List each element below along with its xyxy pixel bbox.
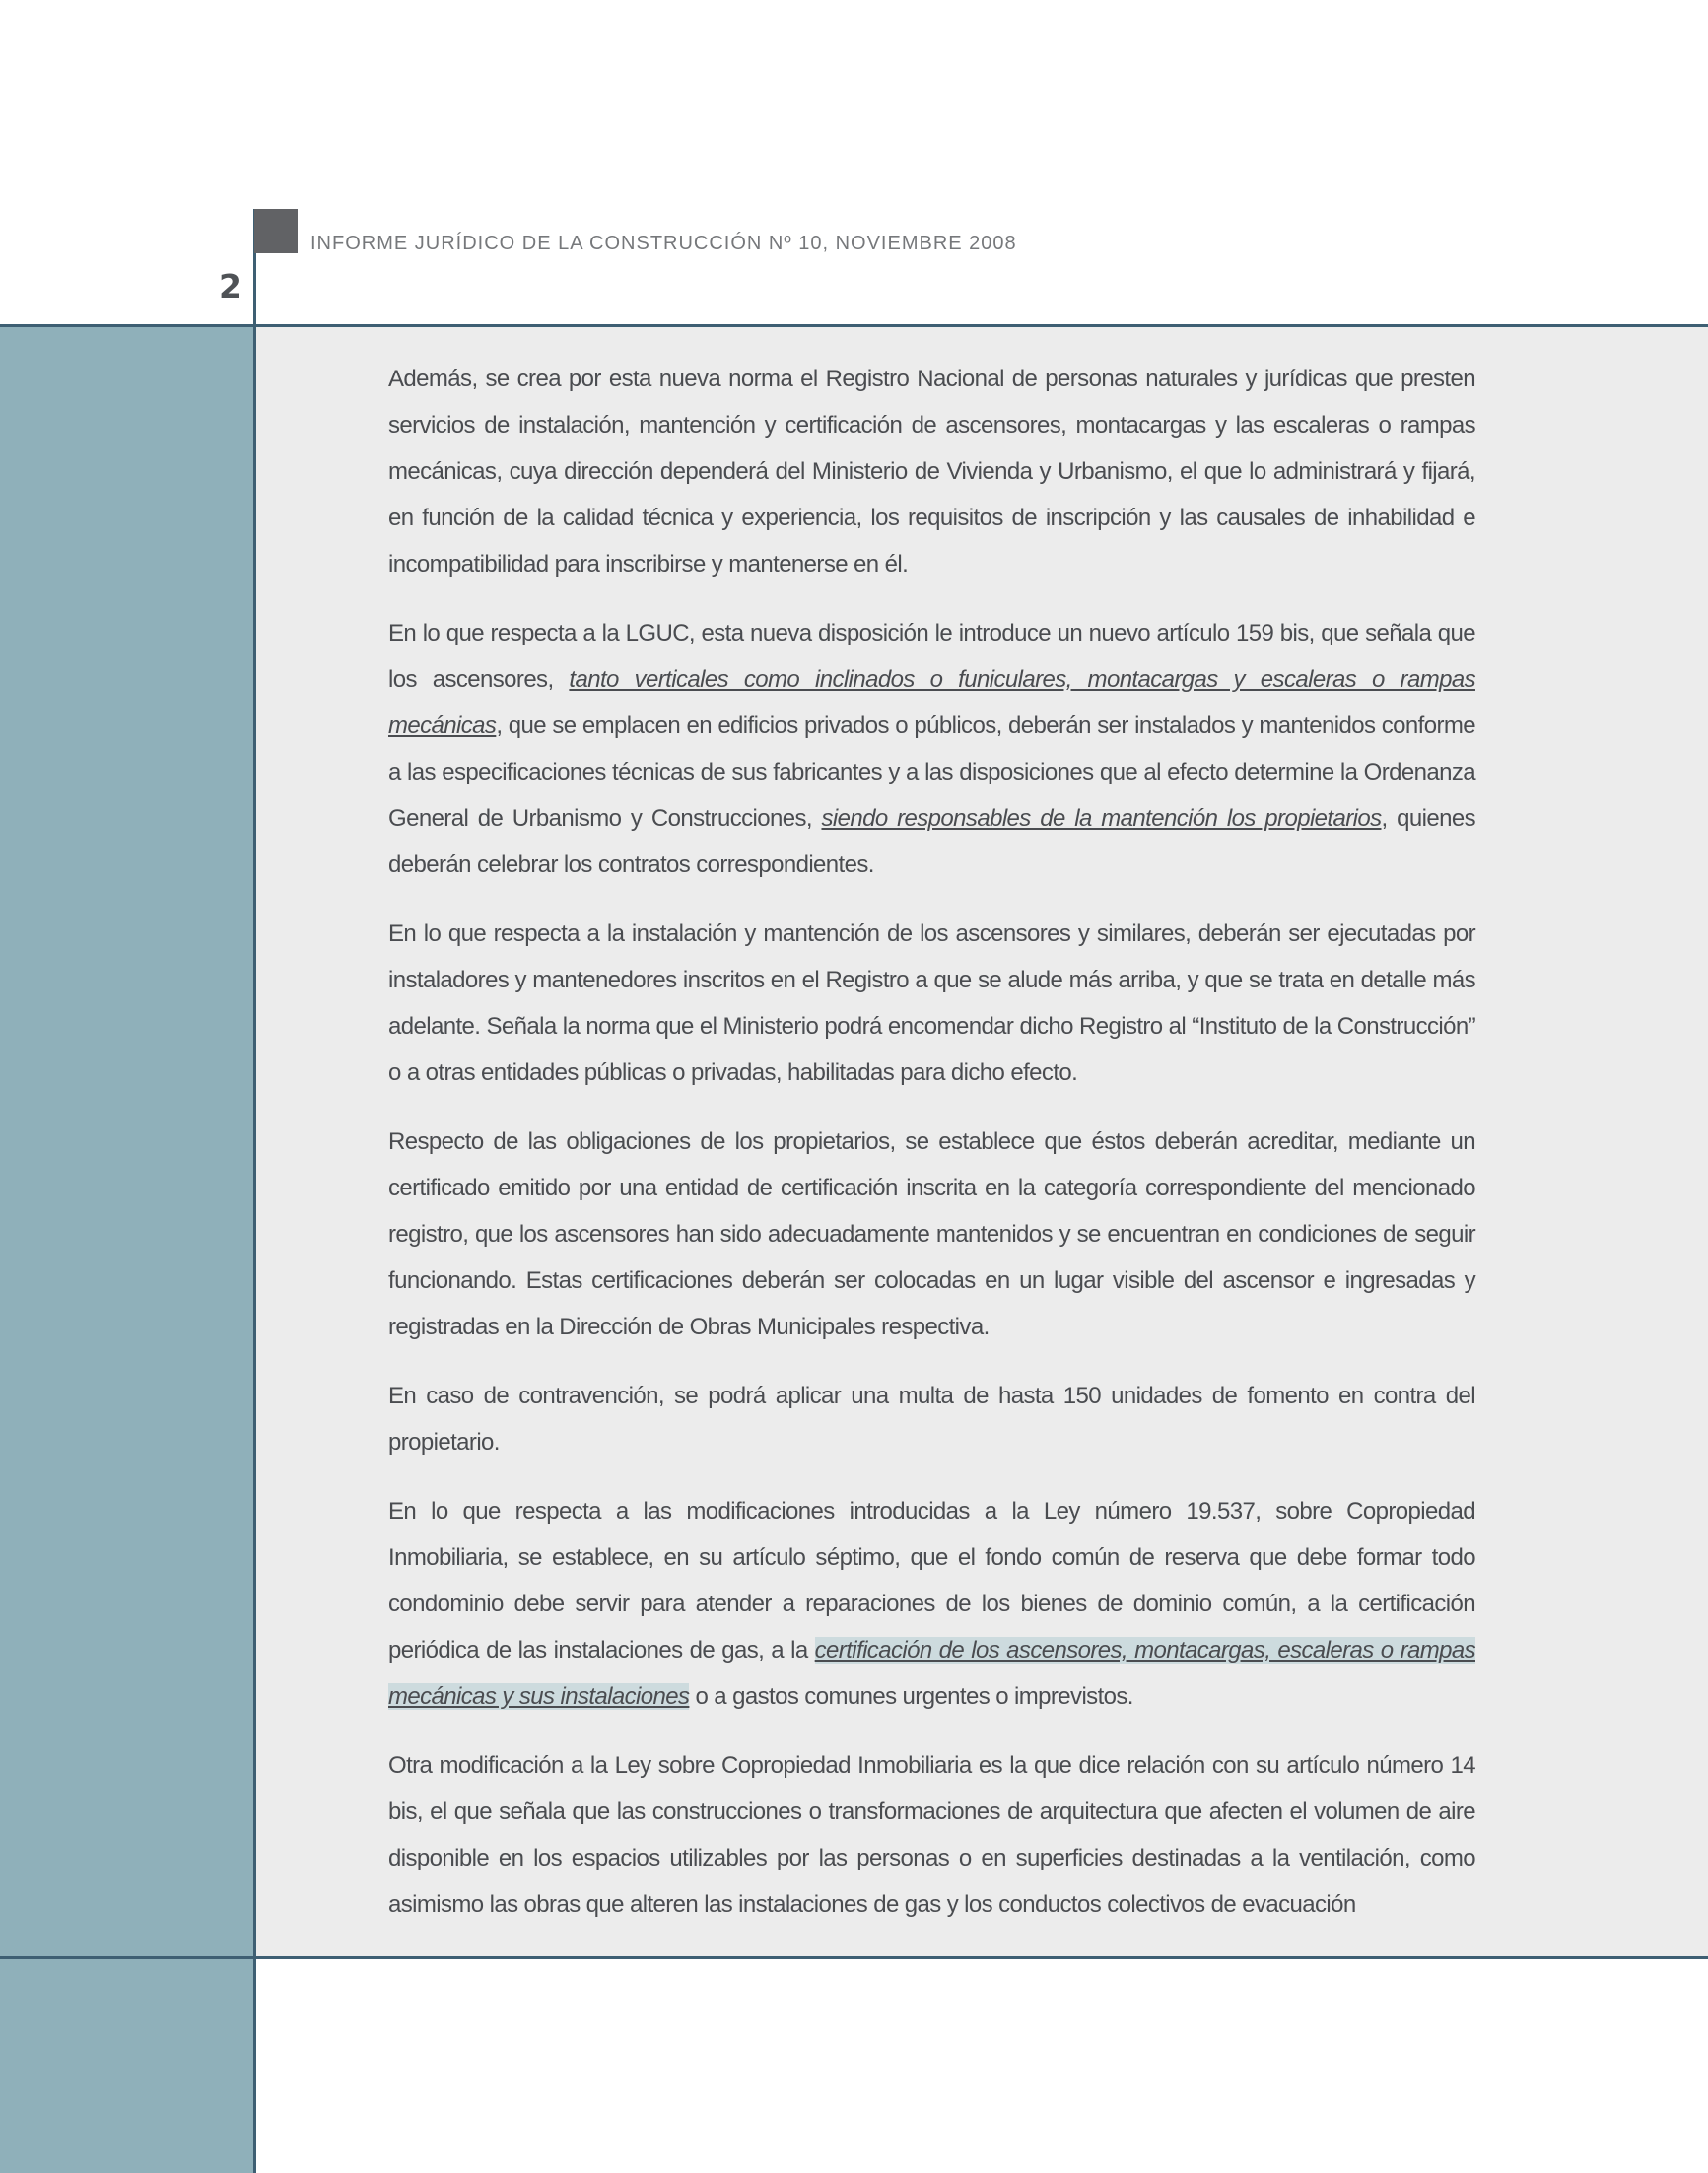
paragraph-3: En lo que respecta a la instalación y mantención de los ascensores y similares, deberán ser ejecutadas por instaladores y mantenedores inscritos en el Registro a que se alude más arriba, y que se trata en detalle más adelante. Señala la norma que el Ministerio podrá encomendar dicho Registro al “Instituto de la Construcción” o a otras entidades públicas o privadas, habilitadas para dicho efecto.	[388, 920, 1475, 1086]
paragraph-6-highlight: certificación de los ascensores, montacargas, escaleras o rampas mecánicas y sus instalaciones	[388, 1637, 1475, 1710]
paragraph-2-text-e: , quienes deberán celebrar los contratos correspondientes.	[388, 805, 1475, 878]
paragraph-7: Otra modificación a la Ley sobre Copropiedad Inmobiliaria es la que dice relación con su artículo número 14 bis, el que señala que las construcciones o transformaciones de arquitectura que afecten el volumen de aire disponible en los espacios utilizables por las personas o en superficies destinadas a la ventilación, como asimismo las obras que alteren las instalaciones de gas y los conductos colectivos de evacuación	[388, 1752, 1475, 1918]
page-number: 2	[219, 267, 241, 306]
paragraph-2-emphasis-owners: siendo responsables de la mantención los propietarios	[821, 805, 1382, 832]
article-body	[388, 356, 1475, 1950]
paragraph-4: Respecto de las obligaciones de los propietarios, se establece que éstos deberán acreditar, mediante un certificado emitido por una entidad de certificación inscrita en la categoría correspondiente del mencionado registro, que los ascensores han sido adecuadamente mantenidos y se encuentran en condiciones de seguir funcionando. Estas certificaciones deberán ser colocadas en un lugar visible del ascensor e ingresadas y registradas en la Dirección de Obras Municipales respectiva.	[388, 1128, 1475, 1340]
paragraph-2-text-a: En lo que respecta a la LGUC, esta nueva disposición le introduce un nuevo artículo 159 bis, que señala que los ascensores,	[388, 620, 1475, 693]
paragraph-2-text-c: , que se emplacen en edificios privados o públicos, deberán ser instalados y mantenidos conforme a las especificaciones técnicas de sus fabricantes y a las disposiciones que al efecto determine la Ordenanza General de Urbanismo y Construcciones,	[388, 713, 1475, 832]
sidebar-strip	[0, 326, 255, 2173]
vertical-rule	[253, 209, 256, 2173]
paragraph-6-text-a: En lo que respecta a las modificaciones introducidas a la Ley número 19.537, sobre Copropiedad Inmobiliaria, se establece, en su artículo séptimo, que el fondo común de reserva que debe formar todo condominio debe servir para atender a reparaciones de los bienes de dominio común, a la certificación periódica de las instalaciones de gas, a la	[388, 1498, 1475, 1664]
paragraph-6	[388, 1488, 1475, 1720]
running-header: INFORME JURÍDICO DE LA CONSTRUCCIÓN Nº 10, NOVIEMBRE 2008	[310, 233, 1017, 254]
corner-square	[254, 209, 298, 253]
paragraph-6-text-c: o a gastos comunes urgentes o imprevistos.	[689, 1683, 1133, 1710]
paragraph-1: Además, se crea por esta nueva norma el Registro Nacional de personas naturales y jurídicas que presten servicios de instalación, mantención y certificación de ascensores, montacargas y las escaleras o rampas mecánicas, cuya dirección dependerá del Ministerio de Vivienda y Urbanismo, el que lo administrará y fijará, en función de la calidad técnica y experiencia, los requisitos de inscripción y las causales de inhabilidad e incompatibilidad para inscribirse y mantenerse en él.	[388, 366, 1475, 577]
paragraph-2	[388, 610, 1475, 888]
paragraph-5: En caso de contravención, se podrá aplicar una multa de hasta 150 unidades de fomento en contra del propietario.	[388, 1383, 1475, 1456]
paragraph-2-emphasis-elevators: tanto verticales como inclinados o funiculares, montacargas y escaleras o rampas mecánicas	[388, 666, 1475, 739]
